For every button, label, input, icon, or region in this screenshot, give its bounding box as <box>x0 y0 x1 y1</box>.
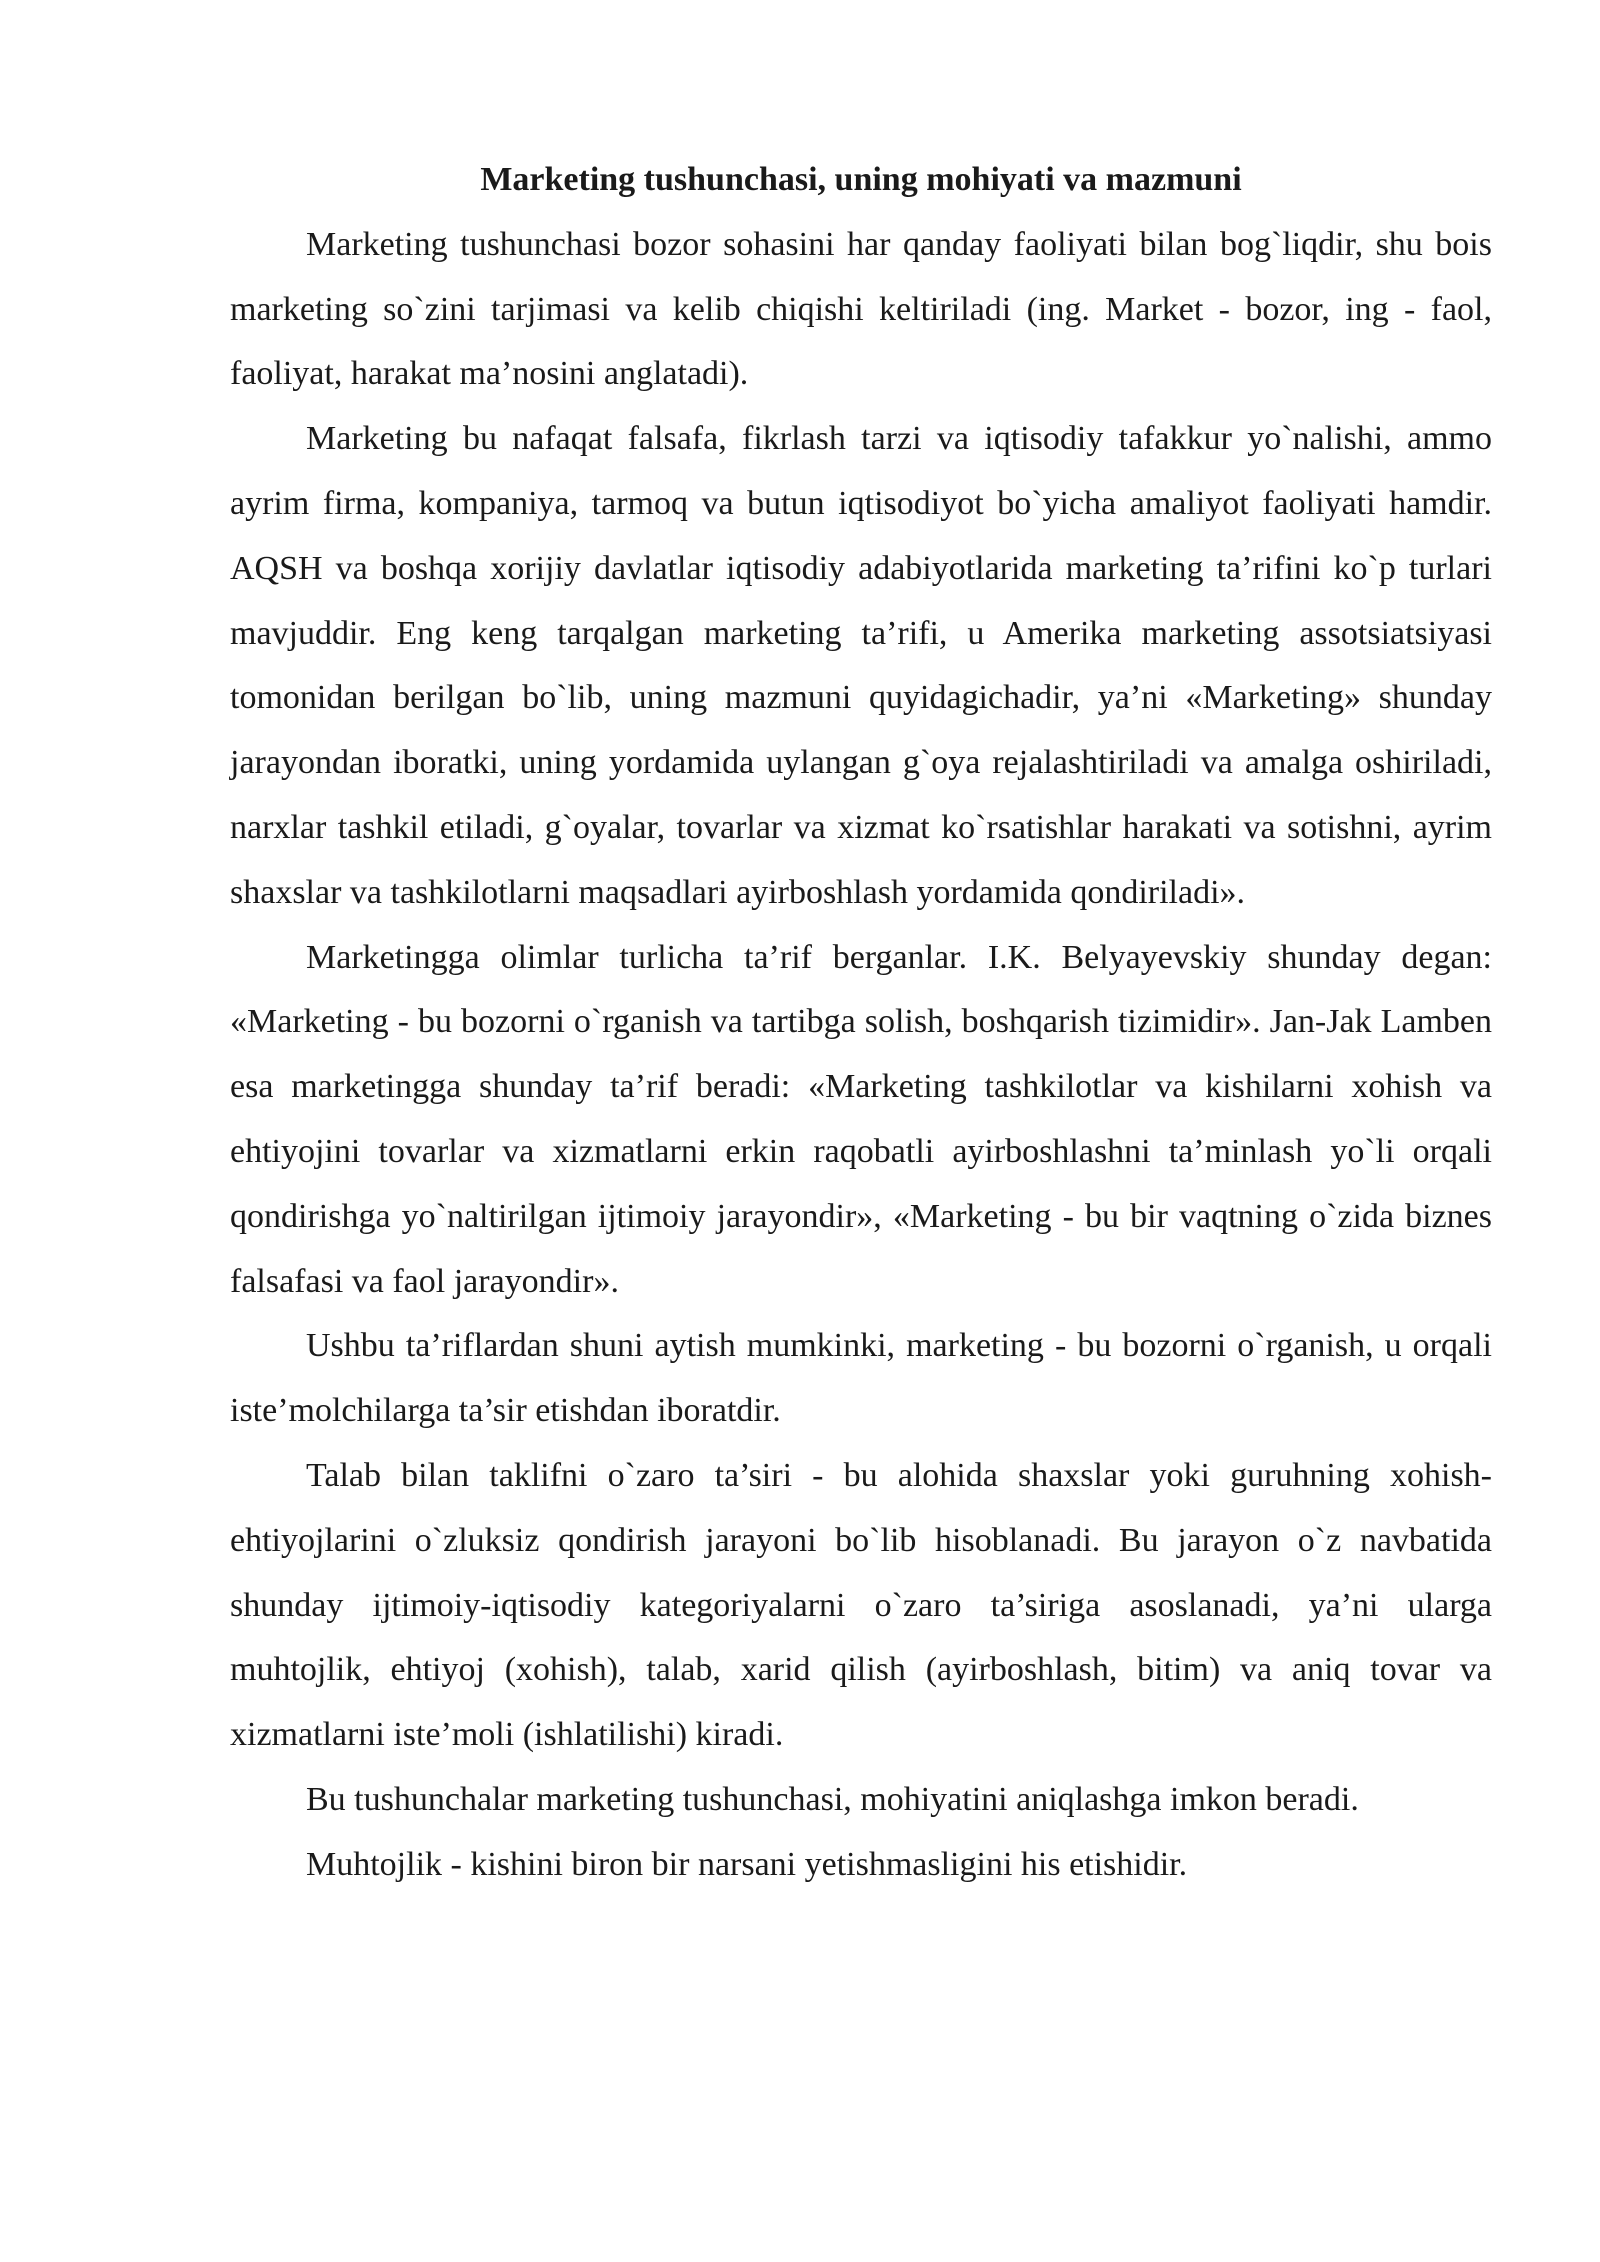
paragraph: Marketing bu nafaqat falsafa, fikrlash tarzi va iqtisodiy tafakkur yo`nalishi, ammo ayrim firma, kompaniya, tarmoq va butun iqtisodiyot bo`yicha amaliyot faoliyati hamdir. AQSH va boshqa xorijiy davlatlar iqtisodiy adabiyotlarida marketing ta’rifini ko`p turlari mavjuddir. Eng keng tarqalgan marketing ta’rifi, u Amerika marketing assotsiatsiyasi tomonidan berilgan bo`lib, uning mazmuni quyidagichadir, ya’ni «Marketing» shunday jarayondan iboratki, uning yordamida uylangan g`oya rejalashtiriladi va amalga oshiriladi, narxlar tashkil etiladi, g`oyalar, tovarlar va xizmat ko`rsatishlar harakati va sotishni, ayrim shaxslar va tashkilotlarni maqsadlari ayirboshlash yordamida qondiriladi». <box>230 420 1492 911</box>
paragraph: Ushbu ta’riflardan shuni aytish mumkinki, marketing - bu bozorni o`rganish, u orqali iste’molchilarga ta’sir etishdan iboratdir. <box>230 1327 1492 1430</box>
paragraph: Marketing tushunchasi bozor sohasini har qanday faoliyati bilan bog`liqdir, shu bois marketing so`zini tarjimasi va kelib chiqishi keltiriladi (ing. Market - bozor, ing - faol, faoliyat, harakat ma’nosini anglatadi). <box>230 225 1492 393</box>
paragraph: Talab bilan taklifni o`zaro ta’siri - bu alohida shaxslar yoki guruhning xohish-ehtiyojlarini o`zluksiz qondirish jarayoni bo`lib hisoblanadi. Bu jarayon o`z navbatida shunday ijtimoiy-iqtisodiy kategoriyalarni o`zaro ta’siriga asoslanadi, ya’ni ularga muhtojlik, ehtiyoj (xohish), talab, xarid qilish (ayirboshlash, bitim) va aniq tovar va xizmatlarni iste’moli (ishlatilishi) kiradi. <box>230 1456 1492 1754</box>
paragraph: Muhtojlik - kishini biron bir narsani yetishmasligini his etishidir. <box>306 1845 1188 1883</box>
document-body <box>230 148 1492 1898</box>
paragraph: Bu tushunchalar marketing tushunchasi, mohiyatini aniqlashga imkon beradi. <box>306 1780 1359 1818</box>
page-title: Marketing tushunchasi, uning mohiyati va mazmuni <box>480 161 1242 198</box>
paragraph: Marketingga olimlar turlicha ta’rif berganlar. I.K. Belyayevskiy shunday degan: «Marketing - bu bozorni o`rganish va tartibga solish, boshqarish tizimidir». Jan-Jak Lamben esa marketingga shunday ta’rif beradi: «Marketing tashkilotlar va kishilarni xohish va ehtiyojini tovarlar va xizmatlarni erkin raqobatli ayirboshlashni ta’minlash yo`li orqali qondirishga yo`naltirilgan ijtimoiy jarayondir», «Marketing - bu bir vaqtning o`zida biznes falsafasi va faol jarayondir». <box>230 938 1492 1300</box>
